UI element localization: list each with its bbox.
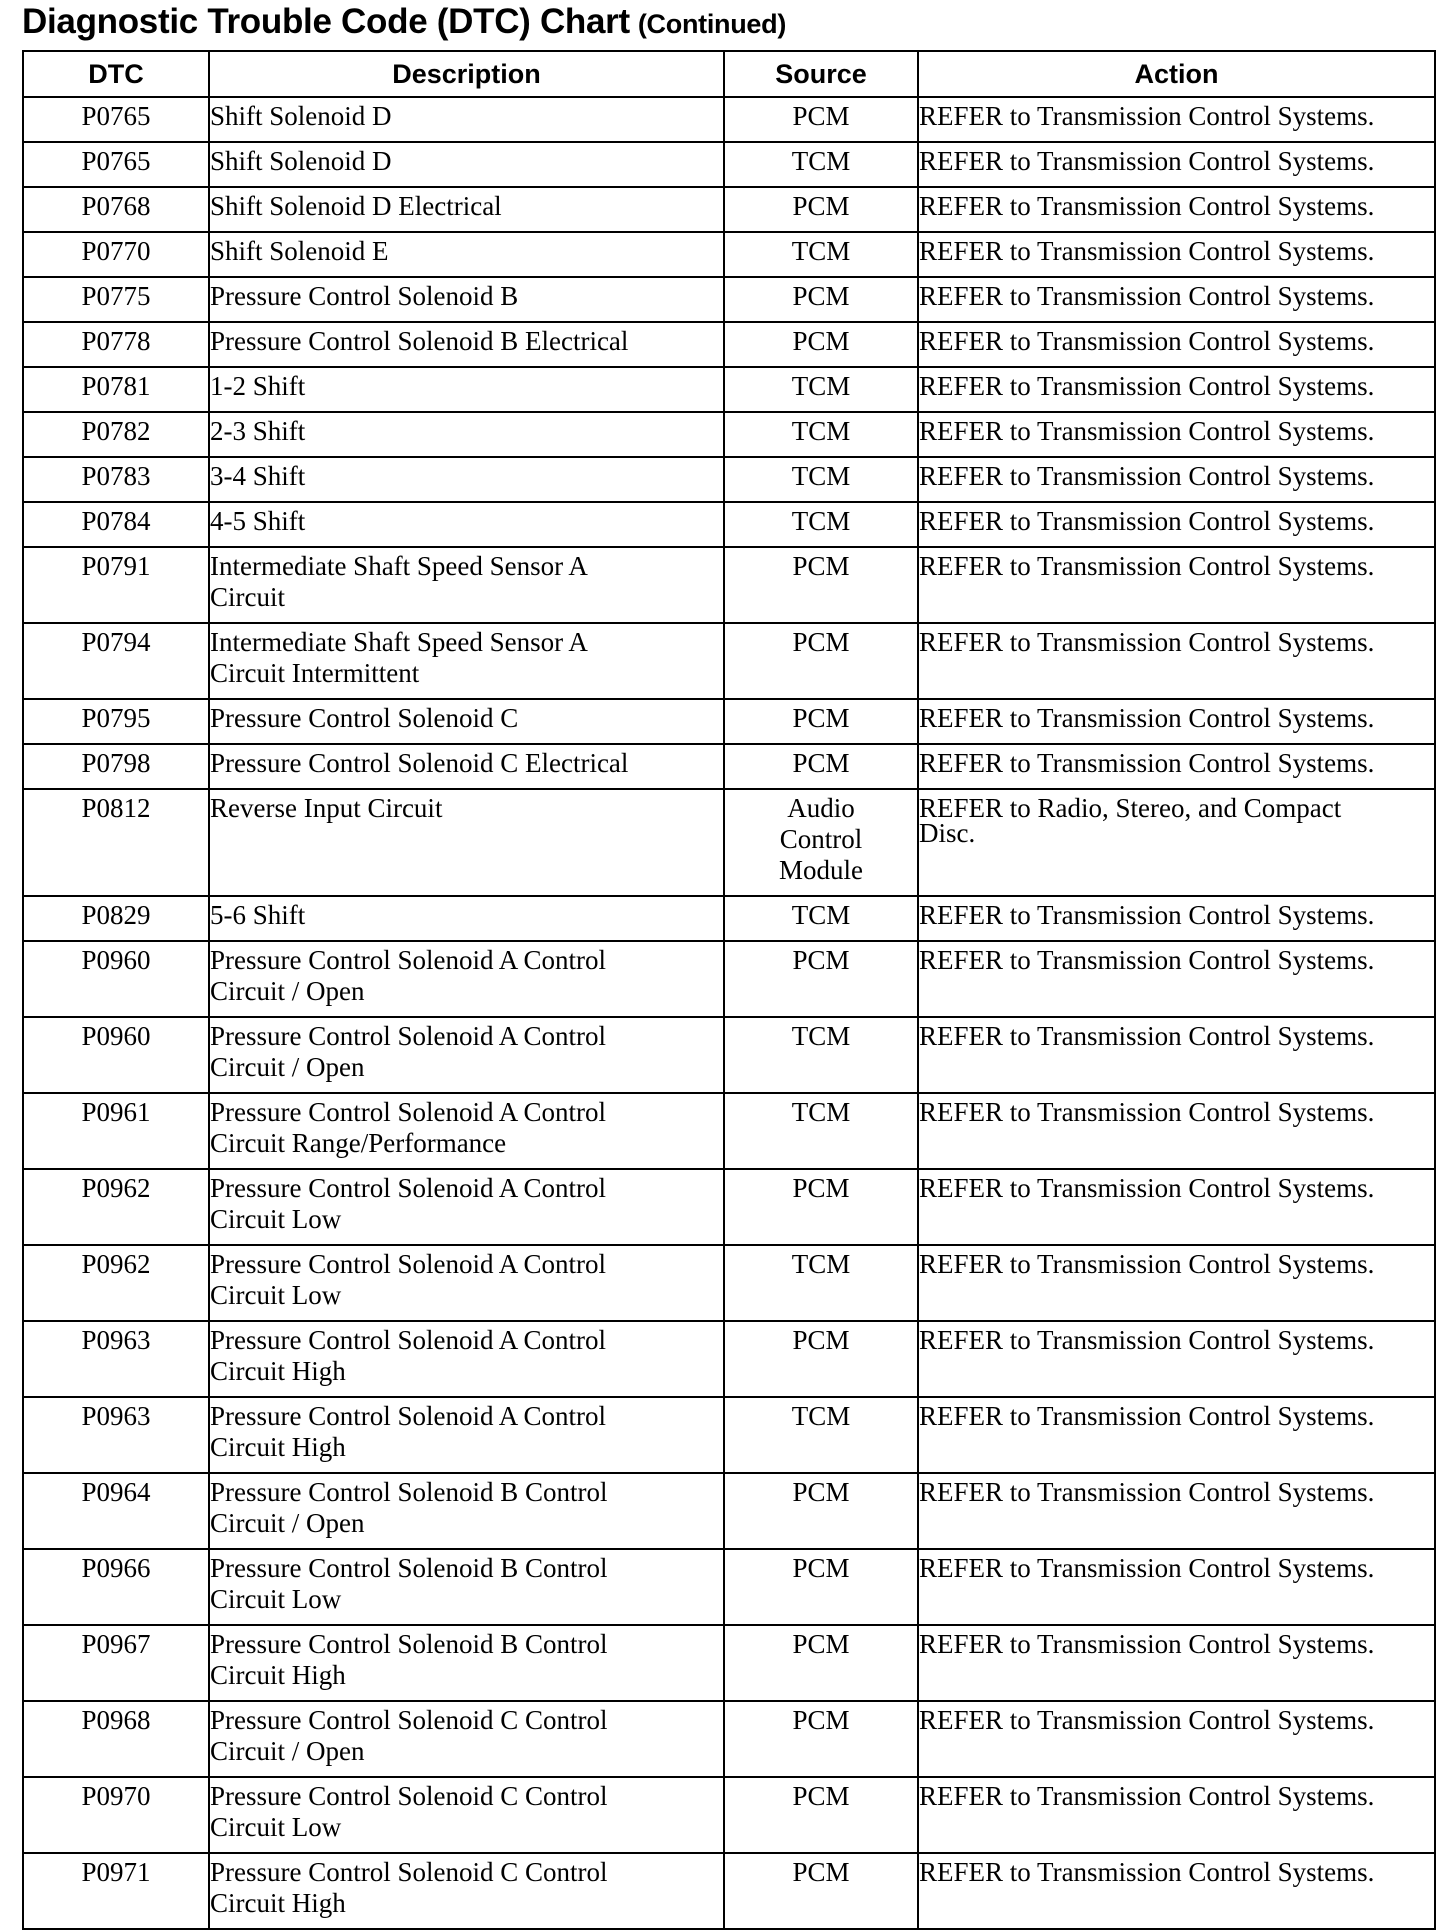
description-cell-text: Pressure Control Solenoid C Control Circuit Low (210, 1781, 608, 1842)
action-cell-text: REFER to Transmission Control Systems. (919, 900, 1375, 930)
table-row (23, 623, 1435, 699)
dtc-code-cell (23, 1777, 209, 1853)
source-cell (724, 896, 918, 941)
action-cell-text: REFER to Transmission Control Systems. (919, 1553, 1375, 1583)
action-cell (918, 1397, 1435, 1473)
description-cell (209, 412, 724, 457)
dtc-code-cell (23, 1017, 209, 1093)
action-cell (918, 1093, 1435, 1169)
description-cell (209, 322, 724, 367)
source-cell (724, 1245, 918, 1321)
description-cell-text: Pressure Control Solenoid B Control Circuit High (210, 1629, 608, 1690)
source-cell-text: PCM (792, 1173, 850, 1203)
source-cell-text: PCM (792, 1781, 850, 1811)
source-cell-text: PCM (792, 1553, 850, 1583)
source-cell (724, 232, 918, 277)
dtc-code-cell (23, 1169, 209, 1245)
description-cell (209, 744, 724, 789)
description-cell-text: Shift Solenoid E (210, 236, 389, 266)
description-cell-text: 2-3 Shift (210, 416, 306, 446)
table-row (23, 1777, 1435, 1853)
source-cell (724, 789, 918, 896)
dtc-code-cell (23, 412, 209, 457)
table-row (23, 1549, 1435, 1625)
action-cell (918, 789, 1435, 896)
action-cell (918, 1853, 1435, 1929)
table-row (23, 1853, 1435, 1929)
source-cell-text: PCM (792, 945, 850, 975)
action-cell (918, 97, 1435, 142)
action-cell-text: REFER to Transmission Control Systems. (919, 551, 1375, 581)
source-cell (724, 457, 918, 502)
table-row (23, 941, 1435, 1017)
action-cell-text: REFER to Transmission Control Systems. (919, 748, 1375, 778)
source-cell (724, 502, 918, 547)
source-cell-text: TCM (791, 146, 851, 176)
action-cell (918, 1017, 1435, 1093)
source-cell-text: PCM (792, 1477, 850, 1507)
action-cell (918, 1701, 1435, 1777)
dtc-code-cell-text: P0962 (81, 1173, 151, 1203)
source-cell-text: PCM (792, 1325, 850, 1355)
action-cell (918, 623, 1435, 699)
description-cell-text: Pressure Control Solenoid A Control Circuit / Open (210, 945, 607, 1006)
action-cell-text: REFER to Radio, Stereo, and Compact Disc. (919, 793, 1342, 848)
dtc-code-cell-text: P0964 (81, 1477, 151, 1507)
source-cell-text: PCM (792, 748, 850, 778)
dtc-code-cell (23, 1245, 209, 1321)
source-cell (724, 1625, 918, 1701)
description-cell (209, 1549, 724, 1625)
source-cell (724, 1701, 918, 1777)
action-cell (918, 744, 1435, 789)
description-cell-text: 5-6 Shift (210, 900, 306, 930)
dtc-code-cell-text: P0971 (81, 1857, 151, 1887)
table-row (23, 277, 1435, 322)
source-cell (724, 1017, 918, 1093)
action-cell-text: REFER to Transmission Control Systems. (919, 1781, 1375, 1811)
description-cell-text: 1-2 Shift (210, 371, 306, 401)
action-cell-text: REFER to Transmission Control Systems. (919, 236, 1375, 266)
dtc-code-cell (23, 1473, 209, 1549)
source-cell (724, 1777, 918, 1853)
action-cell-text: REFER to Transmission Control Systems. (919, 1021, 1375, 1051)
dtc-code-cell-text: P0795 (81, 703, 151, 733)
action-cell (918, 142, 1435, 187)
action-cell (918, 412, 1435, 457)
dtc-code-cell (23, 502, 209, 547)
action-cell-text: REFER to Transmission Control Systems. (919, 1097, 1375, 1127)
dtc-code-cell-text: P0967 (81, 1629, 151, 1659)
source-cell (724, 1549, 918, 1625)
source-cell-text: TCM (791, 1401, 851, 1431)
dtc-code-cell-text: P0961 (81, 1097, 151, 1127)
dtc-code-cell (23, 1701, 209, 1777)
description-cell (209, 789, 724, 896)
dtc-code-cell (23, 1853, 209, 1929)
description-cell (209, 699, 724, 744)
dtc-code-cell (23, 623, 209, 699)
description-cell (209, 142, 724, 187)
description-cell (209, 187, 724, 232)
action-cell (918, 187, 1435, 232)
dtc-code-cell-text: P0962 (81, 1249, 151, 1279)
table-body (23, 97, 1435, 1929)
source-cell-text: TCM (791, 506, 851, 536)
table-row (23, 1473, 1435, 1549)
action-cell-text: REFER to Transmission Control Systems. (919, 506, 1375, 536)
table-row (23, 367, 1435, 412)
description-cell (209, 1093, 724, 1169)
dtc-code-cell-text: P0783 (81, 461, 151, 491)
dtc-code-cell (23, 322, 209, 367)
dtc-code-cell-text: P0781 (81, 371, 151, 401)
description-cell-text: 4-5 Shift (210, 506, 306, 536)
table-header-row (23, 51, 1435, 97)
dtc-code-cell-text: P0778 (81, 326, 151, 356)
description-cell (209, 1473, 724, 1549)
description-cell (209, 1777, 724, 1853)
source-cell (724, 547, 918, 623)
dtc-code-cell (23, 277, 209, 322)
table-row (23, 142, 1435, 187)
dtc-code-cell-text: P0963 (81, 1401, 151, 1431)
table-row (23, 1397, 1435, 1473)
action-cell-text: REFER to Transmission Control Systems. (919, 1249, 1375, 1279)
description-cell-text: Pressure Control Solenoid C Control Circuit / Open (210, 1705, 608, 1766)
source-cell-text: PCM (792, 281, 850, 311)
dtc-code-cell-text: P0798 (81, 748, 151, 778)
dtc-code-cell (23, 1093, 209, 1169)
description-cell-text: Intermediate Shaft Speed Sensor A Circuit Intermittent (210, 627, 588, 688)
table-row (23, 232, 1435, 277)
source-cell (724, 623, 918, 699)
source-cell (724, 322, 918, 367)
source-cell-text: PCM (792, 1629, 850, 1659)
dtc-code-cell-text: P0765 (81, 101, 151, 131)
source-cell-text: TCM (791, 1097, 851, 1127)
action-cell (918, 1321, 1435, 1397)
dtc-code-cell (23, 547, 209, 623)
dtc-code-cell-text: P0782 (81, 416, 151, 446)
action-cell-text: REFER to Transmission Control Systems. (919, 101, 1375, 131)
action-cell-text: REFER to Transmission Control Systems. (919, 1705, 1375, 1735)
action-cell (918, 502, 1435, 547)
action-cell-text: REFER to Transmission Control Systems. (919, 191, 1375, 221)
source-cell-text: PCM (792, 627, 850, 657)
source-cell (724, 412, 918, 457)
source-cell-text: PCM (792, 326, 850, 356)
description-cell (209, 941, 724, 1017)
description-cell-text: 3-4 Shift (210, 461, 306, 491)
action-cell (918, 896, 1435, 941)
source-cell-text: Audio Control Module (779, 793, 863, 885)
description-cell (209, 1017, 724, 1093)
table-row (23, 97, 1435, 142)
description-cell-text: Pressure Control Solenoid C (210, 703, 519, 733)
description-cell (209, 1397, 724, 1473)
action-cell-text: REFER to Transmission Control Systems. (919, 281, 1375, 311)
dtc-code-cell-text: P0770 (81, 236, 151, 266)
source-cell-text: PCM (792, 551, 850, 581)
description-cell (209, 1625, 724, 1701)
action-cell-text: REFER to Transmission Control Systems. (919, 1629, 1375, 1659)
description-cell-text: Shift Solenoid D (210, 101, 392, 131)
table-row (23, 412, 1435, 457)
description-cell (209, 1169, 724, 1245)
description-cell (209, 502, 724, 547)
source-cell (724, 1169, 918, 1245)
description-cell-text: Pressure Control Solenoid B (210, 281, 519, 311)
dtc-code-cell (23, 941, 209, 1017)
source-cell (724, 1093, 918, 1169)
action-cell (918, 1169, 1435, 1245)
dtc-code-cell-text: P0775 (81, 281, 151, 311)
dtc-code-cell (23, 1549, 209, 1625)
table-row (23, 896, 1435, 941)
action-cell-text: REFER to Transmission Control Systems. (919, 627, 1375, 657)
dtc-code-cell-text: P0791 (81, 551, 151, 581)
source-cell-text: PCM (792, 101, 850, 131)
table-row (23, 1169, 1435, 1245)
dtc-code-cell-text: P0784 (81, 506, 151, 536)
action-cell (918, 547, 1435, 623)
table-row (23, 502, 1435, 547)
action-cell (918, 1549, 1435, 1625)
source-cell (724, 699, 918, 744)
source-cell-text: PCM (792, 1705, 850, 1735)
table-row (23, 1017, 1435, 1093)
dtc-code-cell (23, 1625, 209, 1701)
action-cell (918, 1777, 1435, 1853)
action-cell-text: REFER to Transmission Control Systems. (919, 461, 1375, 491)
description-cell (209, 97, 724, 142)
source-cell (724, 97, 918, 142)
dtc-code-cell (23, 187, 209, 232)
description-cell-text: Pressure Control Solenoid A Control Circuit / Open (210, 1021, 607, 1082)
description-cell (209, 547, 724, 623)
description-cell (209, 1853, 724, 1929)
source-cell-text: TCM (791, 1249, 851, 1279)
source-cell (724, 142, 918, 187)
table-row (23, 457, 1435, 502)
action-cell-text: REFER to Transmission Control Systems. (919, 1477, 1375, 1507)
table-row (23, 547, 1435, 623)
action-cell-text: REFER to Transmission Control Systems. (919, 146, 1375, 176)
description-cell (209, 896, 724, 941)
action-cell (918, 699, 1435, 744)
source-cell-text: TCM (791, 461, 851, 491)
description-cell-text: Shift Solenoid D Electrical (210, 191, 502, 221)
dtc-code-cell (23, 1397, 209, 1473)
table-row (23, 322, 1435, 367)
source-cell-text: TCM (791, 900, 851, 930)
dtc-code-cell (23, 457, 209, 502)
table-row (23, 1321, 1435, 1397)
page-title (22, 2, 786, 42)
source-cell (724, 941, 918, 1017)
action-cell (918, 367, 1435, 412)
column-header-description: Description (209, 51, 724, 97)
dtc-code-cell (23, 1321, 209, 1397)
table-row (23, 187, 1435, 232)
action-cell-text: REFER to Transmission Control Systems. (919, 1401, 1375, 1431)
action-cell-text: REFER to Transmission Control Systems. (919, 945, 1375, 975)
title-continued: (Continued) (637, 9, 787, 39)
action-cell-text: REFER to Transmission Control Systems. (919, 371, 1375, 401)
action-cell (918, 941, 1435, 1017)
description-cell-text: Shift Solenoid D (210, 146, 392, 176)
source-cell-text: PCM (792, 1857, 850, 1887)
description-cell (209, 1701, 724, 1777)
action-cell (918, 1625, 1435, 1701)
description-cell (209, 623, 724, 699)
action-cell-text: REFER to Transmission Control Systems. (919, 326, 1375, 356)
dtc-code-cell-text: P0963 (81, 1325, 151, 1355)
description-cell (209, 1245, 724, 1321)
description-cell-text: Pressure Control Solenoid A Control Circuit Low (210, 1173, 607, 1234)
source-cell-text: TCM (791, 1021, 851, 1051)
description-cell-text: Pressure Control Solenoid B Control Circuit / Open (210, 1477, 608, 1538)
dtc-code-cell-text: P0768 (81, 191, 151, 221)
dtc-code-cell-text: P0960 (81, 1021, 151, 1051)
column-header-source: Source (724, 51, 918, 97)
action-cell-text: REFER to Transmission Control Systems. (919, 1857, 1375, 1887)
description-cell-text: Pressure Control Solenoid A Control Circuit High (210, 1401, 607, 1462)
dtc-code-cell (23, 699, 209, 744)
source-cell-text: TCM (791, 416, 851, 446)
source-cell (724, 1397, 918, 1473)
dtc-code-cell (23, 97, 209, 142)
action-cell-text: REFER to Transmission Control Systems. (919, 1325, 1375, 1355)
dtc-code-cell-text: P0794 (81, 627, 151, 657)
action-cell (918, 457, 1435, 502)
table-row (23, 1701, 1435, 1777)
dtc-code-cell-text: P0812 (81, 793, 151, 823)
dtc-code-cell (23, 232, 209, 277)
source-cell (724, 744, 918, 789)
description-cell-text: Pressure Control Solenoid A Control Circuit Range/Performance (210, 1097, 607, 1158)
dtc-code-cell-text: P0765 (81, 146, 151, 176)
description-cell (209, 232, 724, 277)
dtc-code-cell (23, 744, 209, 789)
dtc-code-cell (23, 367, 209, 412)
description-cell-text: Pressure Control Solenoid C Electrical (210, 748, 629, 778)
table-row (23, 1093, 1435, 1169)
action-cell-text: REFER to Transmission Control Systems. (919, 416, 1375, 446)
dtc-code-cell-text: P0829 (81, 900, 151, 930)
title-text: Diagnostic Trouble Code (DTC) Chart (22, 2, 630, 41)
dtc-table (22, 50, 1436, 1930)
description-cell-text: Pressure Control Solenoid C Control Circuit High (210, 1857, 608, 1918)
dtc-code-cell (23, 789, 209, 896)
description-cell (209, 277, 724, 322)
description-cell (209, 367, 724, 412)
description-cell-text: Pressure Control Solenoid B Electrical (210, 326, 629, 356)
table-row (23, 699, 1435, 744)
description-cell-text: Pressure Control Solenoid B Control Circuit Low (210, 1553, 608, 1614)
description-cell (209, 1321, 724, 1397)
column-header-action: Action (918, 51, 1435, 97)
action-cell-text: REFER to Transmission Control Systems. (919, 703, 1375, 733)
table-row (23, 744, 1435, 789)
dtc-code-cell-text: P0968 (81, 1705, 151, 1735)
source-cell (724, 1853, 918, 1929)
description-cell-text: Intermediate Shaft Speed Sensor A Circuit (210, 551, 588, 612)
action-cell (918, 277, 1435, 322)
dtc-code-cell-text: P0970 (81, 1781, 151, 1811)
dtc-code-cell-text: P0960 (81, 945, 151, 975)
description-cell (209, 457, 724, 502)
table-row (23, 789, 1435, 896)
description-cell-text: Pressure Control Solenoid A Control Circuit Low (210, 1249, 607, 1310)
table-row (23, 1625, 1435, 1701)
source-cell-text: TCM (791, 236, 851, 266)
dtc-code-cell (23, 896, 209, 941)
source-cell-text: PCM (792, 191, 850, 221)
source-cell-text: TCM (791, 371, 851, 401)
source-cell (724, 367, 918, 412)
column-header-dtc: DTC (23, 51, 209, 97)
description-cell-text: Reverse Input Circuit (210, 793, 443, 823)
dtc-code-cell-text: P0966 (81, 1553, 151, 1583)
action-cell (918, 322, 1435, 367)
action-cell (918, 1473, 1435, 1549)
action-cell (918, 232, 1435, 277)
source-cell (724, 1473, 918, 1549)
source-cell (724, 1321, 918, 1397)
source-cell-text: PCM (792, 703, 850, 733)
source-cell (724, 187, 918, 232)
action-cell-text: REFER to Transmission Control Systems. (919, 1173, 1375, 1203)
dtc-code-cell (23, 142, 209, 187)
description-cell-text: Pressure Control Solenoid A Control Circuit High (210, 1325, 607, 1386)
table-row (23, 1245, 1435, 1321)
source-cell (724, 277, 918, 322)
action-cell (918, 1245, 1435, 1321)
